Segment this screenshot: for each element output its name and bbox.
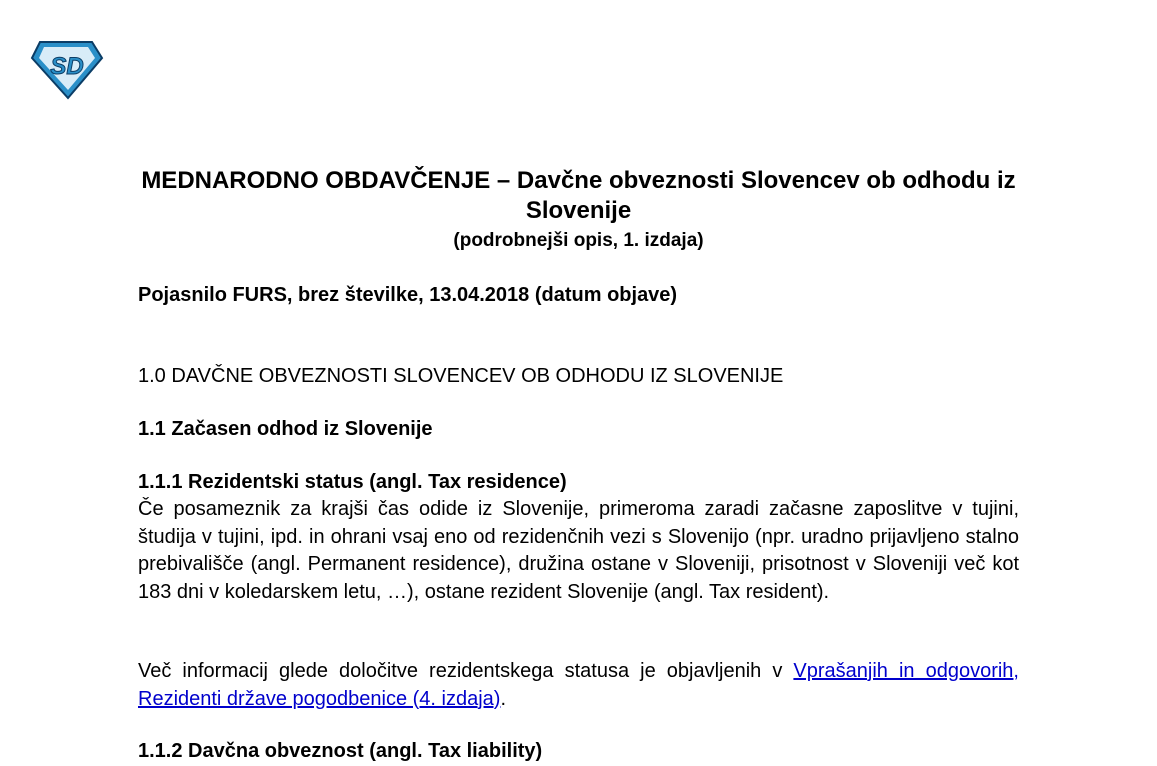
document-subtitle: (podrobnejši opis, 1. izdaja) xyxy=(453,230,704,251)
document-title: MEDNARODNO OBDAVČENJE – Davčne obveznosti Slovencev ob odhodu iz Slovenije xyxy=(141,167,1016,224)
heading-1: 1.0 DAVČNE OBVEZNOSTI SLOVENCEV OB ODHODU IZ SLOVENIJE xyxy=(138,365,784,387)
heading-1-1-1: 1.1.1 Rezidentski status (angl. Tax residence) xyxy=(138,471,567,493)
source-line: Pojasnilo FURS, brez številke, 13.04.2018 (datum objave) xyxy=(138,284,678,306)
heading-1-1-2: 1.1.2 Davčna obveznost (angl. Tax liability) xyxy=(138,740,543,762)
heading-1-1: 1.1 Začasen odhod iz Slovenije xyxy=(138,418,433,440)
svg-text:SD: SD xyxy=(50,53,84,80)
paragraph-text: Več informacij glede določitve rezidentskega statusa je objavljenih v xyxy=(138,660,794,682)
paragraph-more-info xyxy=(138,658,1019,713)
logo xyxy=(30,40,104,100)
paragraph-residence: Če posameznik za krajši čas odide iz Slovenije, primeroma zaradi začasne zaposlitve v tujini, študija v tujini, ipd. in ohrani vsaj eno od rezidenčnih vezi s Slovenijo (npr. uradno prijavljeno stalno prebivališče (angl. Permanent residence), družina ostane v Sloveniji, prisotnost v Sloveniji več kot 183 dni v koledarskem letu, …), ostane rezident Slovenije (angl. Tax resident). xyxy=(138,498,1019,603)
faq-link[interactable]: Vprašanjih in odgovorih, Rezidenti države pogodbenice (4. izdaja) xyxy=(138,660,1019,710)
paragraph-end: . xyxy=(500,687,507,710)
